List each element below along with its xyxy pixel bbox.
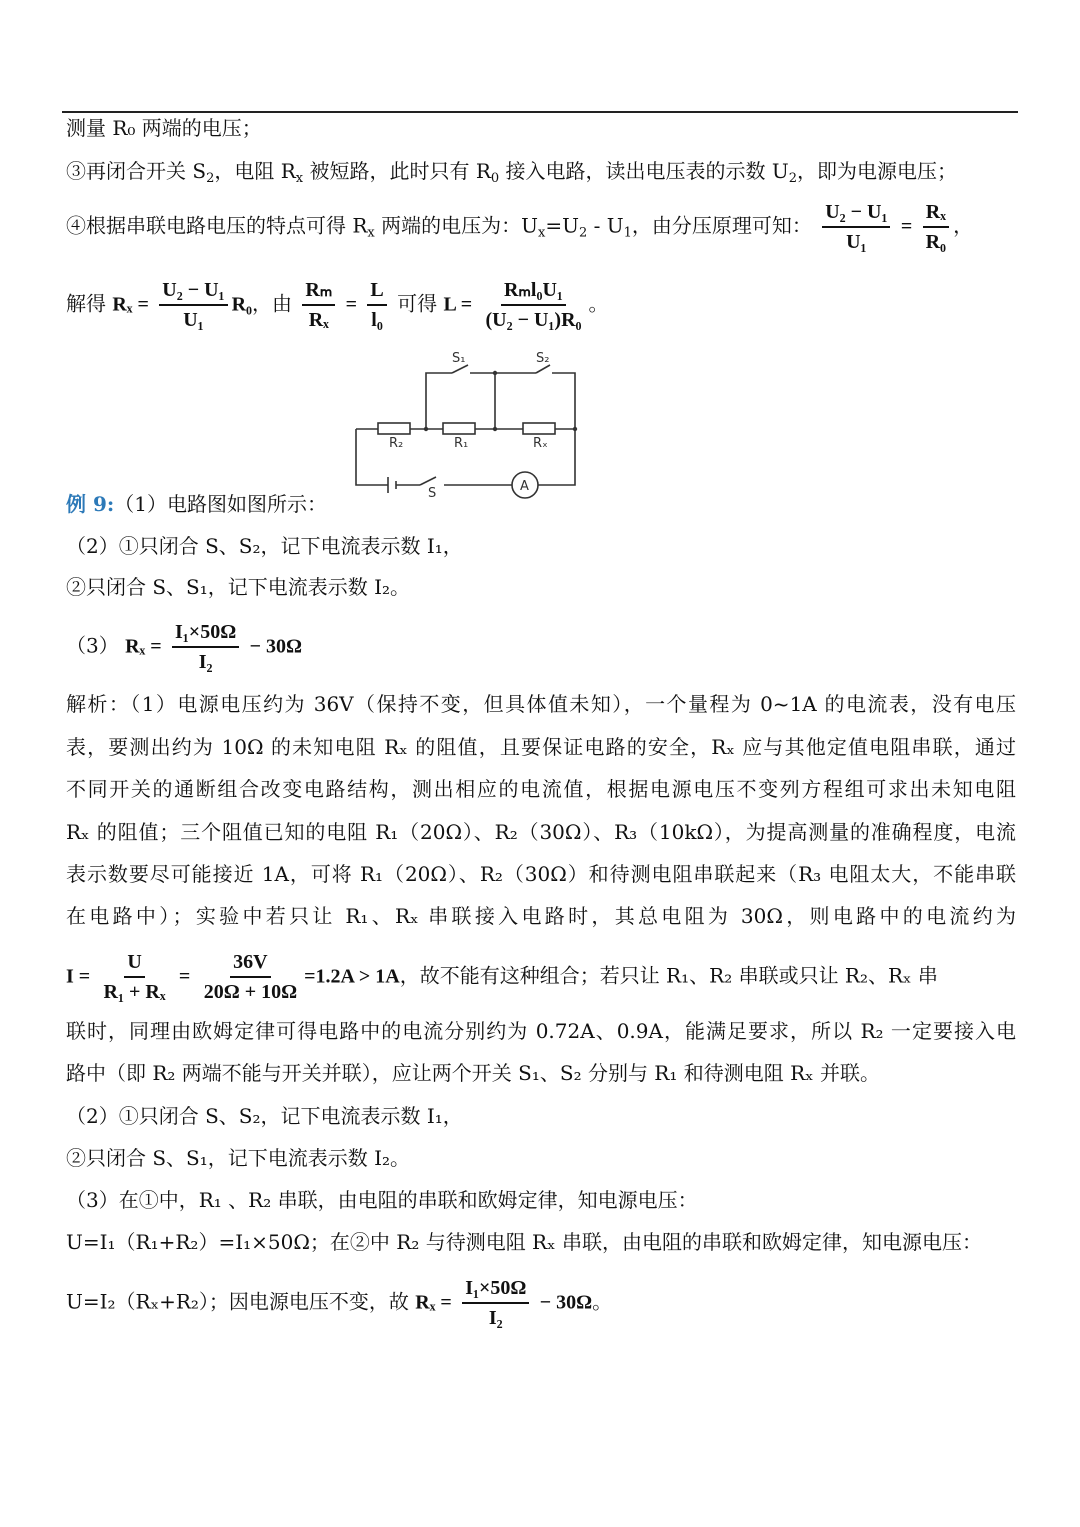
seg: （3）	[66, 633, 119, 658]
text-line-3: ④根据串联电路电压的特点可得 $R_x$ 两端的电压为：$U_x=U_2 - U_1$，由分压原理可知： $\frac{\text{U₂ − U₁}}{\text{U₁}}$ = $\frac{\text{Rₓ}}{\text{R₀}}$ ，	[66, 201, 974, 253]
fraction: $\frac{\text{I₁×50Ω}}{\text{I₂}}$	[172, 620, 239, 674]
example-heading	[66, 490, 327, 518]
seg: ③再闭合开关 S	[66, 159, 207, 183]
analysis-line: 解析：（1）电源电压约为 36V（保持不变，但具体值未知），一个量程为 0~1A 的电流表，没有电压	[66, 692, 1016, 716]
header-rule	[62, 111, 1018, 113]
example-label: 例 9:	[66, 492, 115, 516]
fraction: $\frac{36V}{20\Omega + 10\Omega}$	[203, 951, 298, 1003]
fraction: $\frac{L}{\text{l₀}}$	[367, 278, 386, 332]
equals: =	[900, 215, 913, 238]
equals: =	[345, 293, 358, 316]
current-formula-line	[66, 950, 938, 1004]
label-ammeter: A	[520, 479, 529, 494]
text-line: （2）①只闭合 S、S₂，记下电流表示数 I₁，	[66, 1104, 463, 1128]
seg: 解得	[66, 291, 106, 316]
text-line-1: 测量 R₀ 两端的电压；	[66, 116, 262, 140]
analysis-line: 表，要测出约为 10Ω 的未知电阻 Rₓ 的阻值，且要保证电路的安全，Rₓ 应与其他定值电阻串联，通过	[66, 735, 1016, 759]
seg: 接入电路，读出电压表的示数 U	[499, 159, 789, 183]
answer-formula-line	[66, 620, 302, 674]
math: Rₓ =	[125, 635, 162, 658]
label-s1: S₁	[452, 351, 466, 366]
seg: =U	[545, 213, 579, 238]
seg: ，由	[252, 291, 293, 316]
math: Rₓ =	[112, 293, 149, 316]
fraction: $\frac{\text{Rₘl₀U₁}}{\text{(U₂ − U₁)R₀}}$	[485, 279, 582, 331]
analysis-line: 表示数要尽可能接近 1A，可将 R₁（20Ω）、R₂（30Ω）和待测电阻串联起来（R₃ 电阻太大，不能串联	[66, 862, 1016, 886]
seg: 。	[592, 1289, 613, 1314]
fraction: $\frac{U}{\text{R₁ + Rₓ}}$	[103, 951, 166, 1003]
math: =1.2A > 1A	[304, 965, 400, 988]
fraction: $\frac{\text{I₁×50Ω}}{\text{I₂}}$	[462, 1276, 529, 1330]
math: R₀	[231, 293, 253, 316]
text-line: U=I₁（R₁+R₂）=I₁×50Ω；在②中 R₂ 与待测电阻 Rₓ 串联，由电阻的串联和欧姆定律，知电源电压：	[66, 1230, 982, 1254]
analysis-line: 联时，同理由欧姆定律可得电路中的电流分别约为 0.72A、0.9A，能满足要求，所以 R₂ 一定要接入电	[66, 1019, 1016, 1043]
label-r1: R₁	[454, 436, 469, 451]
seg: 两端的电压为：U	[374, 213, 538, 238]
math: − 30Ω	[249, 635, 302, 658]
seg: ，由分压原理可知：	[631, 213, 812, 238]
analysis-line: Rₓ 的阻值；三个阻值已知的电阻 R₁（20Ω）、R₂（30Ω）、R₃（10kΩ），为提高测量的准确程度，电流	[66, 820, 1016, 844]
label-r2: R₂	[389, 436, 404, 451]
seg: 可得	[397, 291, 438, 316]
seg: ，故不能有这种组合；若只让 R₁、R₂ 串联或只让 R₂、Rₓ 串	[399, 963, 938, 988]
analysis-line: 在电路中）；实验中若只让 R₁、Rₓ 串联接入电路时，其总电阻为 30Ω，则电路中的电流约为	[66, 904, 1016, 928]
math: I =	[66, 965, 91, 988]
equals: =	[178, 965, 191, 988]
seg: 。	[588, 291, 609, 316]
circuit-diagram	[340, 345, 590, 500]
label-s2: S₂	[536, 351, 550, 366]
seg: ，即为电源电压；	[797, 159, 958, 183]
fraction: $\frac{\text{Rₘ}}{\text{Rₓ}}$	[302, 278, 335, 332]
analysis-line: 不同开关的通断组合改变电路结构，测出相应的电流值，根据电源电压不变列方程组可求出未知电阻	[66, 777, 1016, 801]
analysis-line: 路中（即 R₂ 两端不能与开关并联），应让两个开关 S₁、S₂ 分别与 R₁ 和待测电阻 Rₓ 并联。	[66, 1061, 880, 1085]
seg: ，电阻 R	[214, 159, 296, 183]
final-formula-line	[66, 1276, 612, 1330]
text-line-2: ③再闭合开关 $S_2$，电阻 $R_x$ 被短路，此时只有 $R_0$ 接入电路，读出电压表的示数 $U_2$，即为电源电压；	[66, 159, 958, 186]
seg: 被短路，此时只有 R	[303, 159, 491, 183]
seg: U=I₂（Rₓ+R₂）；因电源电压不变，故	[66, 1289, 409, 1314]
math: L =	[443, 293, 473, 316]
fraction: $\frac{\text{U₂ − U₁}}{\text{U₁}}$	[159, 278, 227, 332]
seg: （1）电路图如图所示：	[114, 492, 327, 516]
math: − 30Ω	[539, 1291, 593, 1314]
text-line-4	[66, 278, 609, 332]
text-line: （3）在①中，R₁ 、R₂ 串联，由电阻的串联和欧姆定律，知电源电压：	[66, 1188, 698, 1212]
fraction: $\frac{\text{Rₓ}}{\text{R₀}}$	[923, 200, 949, 254]
text-line: （2）①只闭合 S、S₂，记下电流表示数 I₁，	[66, 534, 463, 558]
label-rx: Rₓ	[533, 436, 548, 451]
label-s: S	[428, 486, 437, 500]
seg: ④根据串联电路电压的特点可得 R	[66, 213, 368, 238]
text-line: ②只闭合 S、S₁，记下电流表示数 I₂。	[66, 1146, 411, 1170]
seg: - U	[587, 213, 624, 238]
fraction: $\frac{\text{U₂ − U₁}}{\text{U₁}}$	[822, 200, 890, 254]
text-line: ②只闭合 S、S₁，记下电流表示数 I₂。	[66, 575, 411, 599]
math: Rₓ =	[415, 1291, 452, 1314]
